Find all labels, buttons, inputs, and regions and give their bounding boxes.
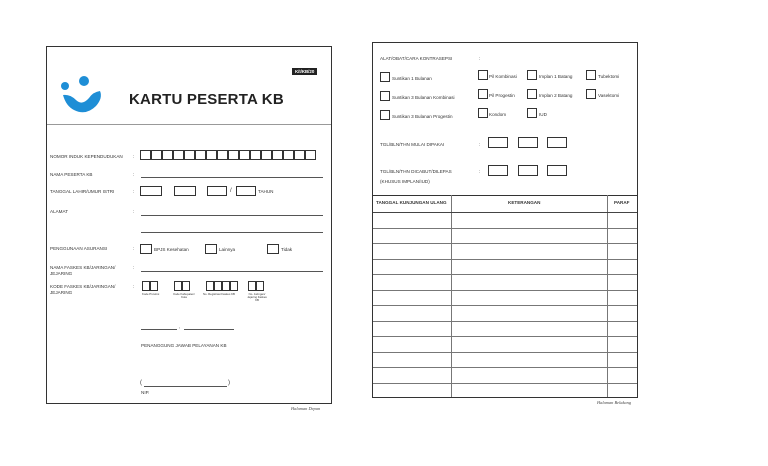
card-code: K/I/KB/20 — [295, 69, 315, 74]
tidak-label: Tidak — [281, 247, 293, 252]
implan-1-checkbox[interactable] — [527, 70, 537, 80]
table-row-line — [373, 290, 637, 291]
table-top-border — [373, 195, 637, 196]
tubektomi-label: Tubektomi — [598, 74, 620, 79]
alamat-field-1[interactable] — [141, 215, 323, 216]
tgl-mulai-box-2[interactable] — [518, 137, 538, 148]
tanggal-colon: : — [133, 189, 135, 194]
tgl-cabut-box-1[interactable] — [488, 165, 508, 176]
nik-digit-box[interactable] — [283, 150, 294, 160]
alamat-label: ALAMAT — [50, 209, 69, 214]
kode-provinsi-box-1[interactable] — [142, 281, 150, 291]
nik-digit-box[interactable] — [151, 150, 162, 160]
bpjs-label: BPJS Kesehatan — [154, 247, 189, 252]
alat-colon: : — [479, 56, 481, 61]
implan-1-label: Implan 1 Batang — [539, 74, 573, 79]
tempat-field[interactable] — [141, 329, 177, 330]
vasektomi-checkbox[interactable] — [586, 89, 596, 99]
nik-digit-box[interactable] — [184, 150, 195, 160]
nama-colon: : — [133, 172, 135, 177]
nik-digit-box[interactable] — [228, 150, 239, 160]
kode-caption-kabupaten: Kode Kabupaten/ Kota — [173, 292, 195, 299]
nik-digit-box[interactable] — [140, 150, 151, 160]
asuransi-label: PENGGUNAAN ASURANSI — [50, 246, 108, 251]
umur-box[interactable] — [236, 186, 256, 196]
back-page-caption: Halaman Belakang — [597, 400, 632, 405]
tanggal-label: TANGGAL LAHIR/UMUR ISTRI — [50, 189, 115, 194]
implan-2-label: Implan 2 Batang — [539, 93, 573, 98]
kondom-label: Kondom — [489, 112, 507, 117]
faskes-nama-label-2: JEJARING — [50, 271, 73, 276]
kondom-checkbox[interactable] — [478, 108, 488, 118]
alamat-field-2[interactable] — [141, 232, 323, 233]
tubektomi-checkbox[interactable] — [586, 70, 596, 80]
kode-caption-provinsi: Kode Provinsi — [142, 292, 160, 296]
nip-label: NIP. — [141, 390, 150, 395]
kode-kabupaten-box-1[interactable] — [174, 281, 182, 291]
table-row-line — [373, 274, 637, 275]
kb-logo-icon — [60, 72, 106, 116]
kode-registrasi-box-2[interactable] — [214, 281, 222, 291]
nik-digit-box[interactable] — [305, 150, 316, 160]
tgl-cabut-label-1: TGL/BLN/THN DICABUT/DILEPAS — [380, 169, 452, 174]
iud-label: IUD — [539, 112, 547, 117]
tahun-label: TAHUN — [258, 189, 274, 194]
table-row-line — [373, 383, 637, 384]
front-page-caption: Halaman Depan — [291, 406, 321, 411]
nik-digit-box[interactable] — [261, 150, 272, 160]
card-title: KARTU PESERTA KB — [129, 91, 284, 108]
signature-bracket-close: ) — [228, 380, 230, 386]
kode-kabupaten-box-2[interactable] — [182, 281, 190, 291]
tgl-cabut-box-3[interactable] — [547, 165, 567, 176]
nik-digit-box[interactable] — [173, 150, 184, 160]
suntik-3-kombinasi-label: Suntikan 3 Bulanan Kombinasi — [392, 95, 455, 100]
implan-2-checkbox[interactable] — [527, 89, 537, 99]
kode-jaringan-box-1[interactable] — [248, 281, 256, 291]
card-code-tag — [292, 68, 317, 75]
tanggal-box-dd[interactable] — [140, 186, 162, 196]
faskes-nama-label-1: NAMA FASKES KB/JARINGAN/ — [50, 265, 116, 270]
table-header-tanggal: TANGGAL KUNJUNGAN ULANG — [376, 200, 447, 205]
vasektomi-label: Vasektomi — [598, 93, 620, 98]
faskes-kode-label-2: JEJARING — [50, 290, 73, 295]
table-header-paraf: PARAF — [614, 200, 630, 205]
tgl-mulai-box-1[interactable] — [488, 137, 508, 148]
nik-digit-box[interactable] — [217, 150, 228, 160]
nik-colon: : — [133, 154, 135, 159]
tanggal-ttd-field[interactable] — [184, 329, 234, 330]
lainnya-checkbox[interactable] — [205, 244, 217, 254]
kode-jaringan-box-2[interactable] — [256, 281, 264, 291]
tgl-cabut-colon: : — [479, 169, 481, 174]
card-divider — [47, 124, 331, 125]
pil-progestin-label: Pil Progestin — [489, 93, 515, 98]
iud-checkbox[interactable] — [527, 108, 537, 118]
nik-digit-box[interactable] — [250, 150, 261, 160]
suntik-1-bulan-label: Suntikan 1 Bulanan — [392, 76, 432, 81]
tanggal-box-yy[interactable] — [207, 186, 227, 196]
table-row-line — [373, 228, 637, 229]
kode-registrasi-box-4[interactable] — [230, 281, 238, 291]
tgl-cabut-label-2: (KHUSUS IMPLAN/IUD) — [380, 179, 430, 184]
tgl-mulai-colon: : — [479, 142, 481, 147]
tgl-cabut-box-2[interactable] — [518, 165, 538, 176]
kode-caption-jaringan: No. Jaringan/ Jejaring Faskes KB — [247, 292, 267, 302]
kode-provinsi-box-2[interactable] — [150, 281, 158, 291]
nik-digit-box[interactable] — [239, 150, 250, 160]
suntik-3-progestin-label: Suntikan 3 Bulanan Progestin — [392, 114, 453, 119]
lainnya-label: Lainnya — [219, 247, 236, 252]
tidak-checkbox[interactable] — [267, 244, 279, 254]
tempat-tanggal-separator: , — [179, 324, 181, 329]
table-row-line — [373, 336, 637, 337]
suntik-1-bulan-checkbox[interactable] — [380, 72, 390, 82]
nik-digit-box[interactable] — [272, 150, 283, 160]
nama-field[interactable] — [141, 177, 323, 178]
kode-registrasi-box-3[interactable] — [222, 281, 230, 291]
faskes-kode-label-1: KODE FASKES KB/JARINGAN/ — [50, 284, 116, 289]
tanggal-box-mm[interactable] — [174, 186, 196, 196]
alat-label: ALAT/OBAT/CARA KONTRASEPSI — [380, 56, 453, 61]
table-header-keterangan: KETERANGAN — [508, 200, 541, 205]
tanggal-slash: / — [230, 188, 232, 194]
asuransi-colon: : — [133, 246, 135, 251]
nik-digit-box[interactable] — [206, 150, 217, 160]
table-row-line — [373, 321, 637, 322]
pil-kombinasi-label: Pil Kombinasi — [489, 74, 517, 79]
kunjungan-table — [373, 195, 637, 397]
tgl-mulai-label: TGL/BLN/THN MULAI DIPAKAI — [380, 142, 445, 147]
suntik-3-kombinasi-checkbox[interactable] — [380, 91, 390, 101]
signature-name-field[interactable] — [144, 386, 227, 387]
pil-progestin-checkbox[interactable] — [478, 89, 488, 99]
kode-caption-registrasi: No. Registrasi Faskes KB — [203, 292, 235, 296]
pil-kombinasi-checkbox[interactable] — [478, 70, 488, 80]
penanggung-jawab-label: PENANGGUNG JAWAB PELAYANAN KB — [141, 343, 227, 348]
table-row-line — [373, 212, 637, 213]
faskes-kode-colon: : — [133, 284, 135, 289]
nik-digit-box[interactable] — [294, 150, 305, 160]
bpjs-checkbox[interactable] — [140, 244, 152, 254]
nama-label: NAMA PESERTA KB — [50, 172, 93, 177]
faskes-nama-colon: : — [133, 265, 135, 270]
alamat-colon: : — [133, 209, 135, 214]
kode-registrasi-box-1[interactable] — [206, 281, 214, 291]
tgl-mulai-box-3[interactable] — [547, 137, 567, 148]
table-row-line — [373, 259, 637, 260]
table-row-line — [373, 243, 637, 244]
nik-label: NOMOR INDUK KEPENDUDUKAN — [50, 154, 123, 159]
nik-digit-box[interactable] — [162, 150, 173, 160]
suntik-3-progestin-checkbox[interactable] — [380, 110, 390, 120]
nik-digit-box[interactable] — [195, 150, 206, 160]
signature-bracket-open: ( — [140, 380, 142, 386]
table-row-line — [373, 305, 637, 306]
faskes-nama-field[interactable] — [141, 271, 323, 272]
kartu-belakang — [372, 42, 638, 398]
kartu-depan — [46, 46, 332, 404]
table-row-line — [373, 367, 637, 368]
table-row-line — [373, 352, 637, 353]
